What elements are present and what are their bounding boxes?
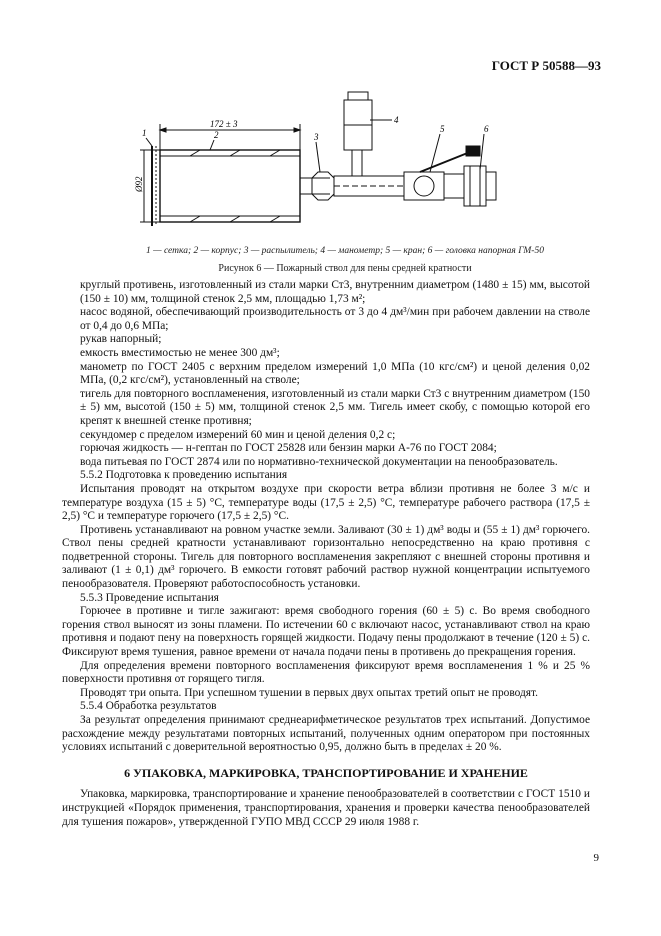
- figure-legend: 1 — сетка; 2 — корпус; 3 — распылитель; 4 — манометр; 5 — кран; 6 — головка напорная ГМ-50: [146, 246, 544, 256]
- list-item: вода питьевая по ГОСТ 2874 или по нормативно-технической документации на пенообразователь.: [80, 455, 558, 468]
- section-heading-5-5-3: 5.5.3 Проведение испытания: [80, 591, 219, 604]
- label-6: 6: [484, 124, 489, 134]
- dimension-diameter: Ø92: [134, 176, 144, 192]
- paragraph: За результат определения принимают среднеарифметическое результатов трех испытаний. Допустимое расхождение между результатами повторных испытаний, полученных одним оператором при постоянных условиях испытаний с доверительной вероятностью 0,95, должно быть в пределах ± 20 %.: [62, 714, 590, 754]
- paragraph: Для определения времени повторного воспламенения фиксируют время воспламенения 1 % и 25 % поверхности противня от горящего тигля.: [62, 659, 590, 686]
- label-4: 4: [394, 115, 399, 125]
- document-body: [62, 279, 590, 829]
- paragraph: Проводят три опыта. При успешном тушении в первых двух опытах третий опыт не проводят.: [80, 686, 539, 699]
- figure-title: Рисунок 6 — Пожарный ствол для пены средней кратности: [218, 263, 472, 274]
- section-heading-5-5-4: 5.5.4 Обработка результатов: [80, 700, 217, 713]
- page-number: 9: [593, 852, 599, 864]
- list-item: тигель для повторного воспламенения, изготовленный из стали марки Ст3 с внутренним диаметром (150 ± 5) мм, высотой (150 ± 5) мм, толщиной стенок 2,5 мм. Тигель имеет скобу, с помощью которой его крепят к внешней стенке противня;: [80, 387, 590, 427]
- list-item: емкость вместимостью не менее 300 дм³;: [80, 346, 280, 359]
- paragraph: Испытания проводят на открытом воздухе при скорости ветра вблизи противня не более 3 м/с и температуре воздуха (15 ± 5) °С, температуре воды (17,5 ± 2,5) °С, температуре рабочего раствора (17,5 ± 2,5) °С и температуре горючего (17,5 ± 2,5) °С.: [62, 482, 590, 523]
- label-5: 5: [440, 124, 445, 134]
- paragraph: Горючее в противне и тигле зажигают: время свободного горения (60 ± 5) с. Во время свободного горения ствол выносят из зоны пламени. По истечении 60 с включают насос, устанавливают ствол на краю противня и подают пену на поверхность горящей жидкости. Подачу пены продолжают в течение (120 ± 5) с. Фиксируют время тушения, равное времени от начала подачи пены в противень до прекращения горения.: [62, 605, 590, 659]
- list-item: секундомер с пределом измерений 60 мин и ценой деления 0,2 с;: [80, 428, 396, 441]
- fire-nozzle-drawing: [130, 80, 550, 245]
- paragraph: Противень устанавливают на ровном участке земли. Заливают (30 ± 1) дм³ воды и (55 ± 1) дм³ горючего. Ствол пены средней кратности устанавливают горизонтально непосредственно на краю противня с подветренной стороны. Тигель для повторного воспламенения закрепляют с внешней стороны противня и заливают (1 ± 0,1) дм³ горючего. В емкости готовят рабочий раствор нужной концентрации испытуемого пенообразователя. Проверяют работоспособность установки.: [62, 523, 590, 591]
- label-1: 1: [142, 128, 147, 138]
- dimension-length: 172 ± 3: [210, 119, 238, 129]
- list-item: рукав напорный;: [80, 333, 162, 346]
- section-title-6: 6 УПАКОВКА, МАРКИРОВКА, ТРАНСПОРТИРОВАНИЕ И ХРАНЕНИЕ: [124, 765, 528, 780]
- section-heading-5-5-2: 5.5.2 Подготовка к проведению испытания: [80, 469, 288, 482]
- paragraph: Упаковка, маркировка, транспортирование и хранение пенообразователей в соответствии с ГОСТ 1510 и инструкцией «Порядок применения, транспортирования, хранения и проверки качества пенообразователей для тушения пожаров», утвержденной ГУПО МВД СССР 29 июля 1988 г.: [62, 788, 590, 828]
- list-item: насос водяной, обеспечивающий производительность от 3 до 4 дм³/мин при рабочем давлении на стволе от 0,4 до 0,6 МПа;: [80, 306, 590, 332]
- list-item: манометр по ГОСТ 2405 с верхним пределом измерений 1,0 МПа (10 кгс/см²) и ценой деления 0,02 МПа, (0,2 кгс/см²), установленный на стволе;: [80, 360, 590, 387]
- list-item: круглый противень, изготовленный из стали марки Ст3, внутренним диаметром (1480 ± 15) мм, высотой (150 ± 10) мм, толщиной стенок 2,5 мм, площадью 1,73 м²;: [80, 279, 590, 305]
- document-header: ГОСТ Р 50588—93: [491, 58, 601, 73]
- label-2: 2: [214, 130, 219, 140]
- label-3: 3: [314, 132, 319, 142]
- list-item: горючая жидкость — н-гептан по ГОСТ 25828 или бензин марки А-76 по ГОСТ 2084;: [80, 442, 497, 455]
- equipment-list: [62, 279, 590, 469]
